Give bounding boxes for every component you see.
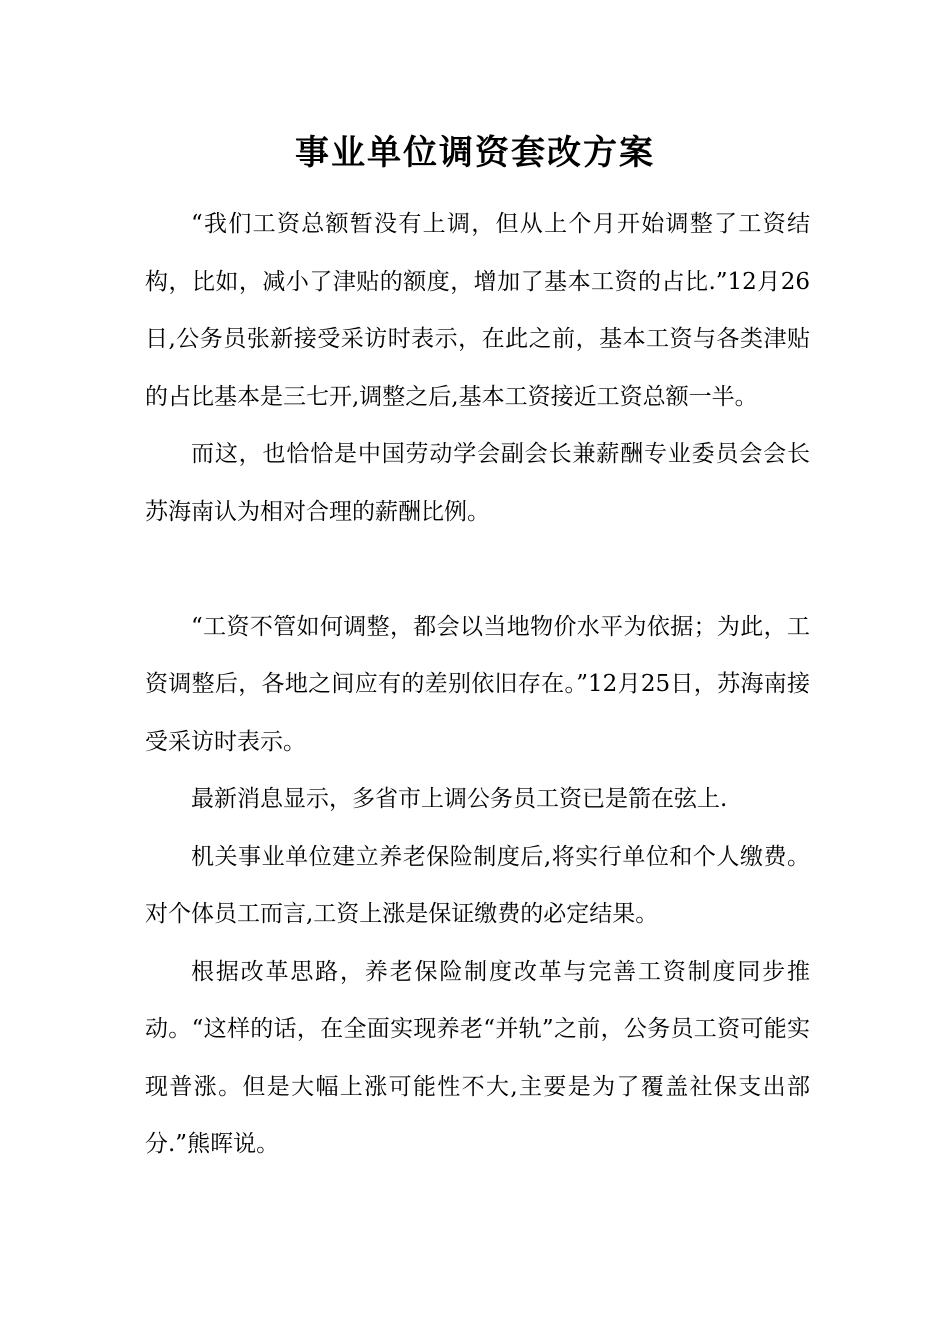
document-body — [145, 196, 810, 1174]
blank-line — [145, 541, 810, 599]
paragraph-6: 根据改革思路，养老保险制度改革与完善工资制度同步推动。“这样的话，在全面实现养老“并轨”之前，公务员工资可能实现普涨。但是大幅上涨可能性不大,主要是为了覆盖社保支出部分.”熊晖说。 — [145, 958, 810, 1157]
paragraph-4: 最新消息显示，多省市上调公务员工资已是箭在弦上. — [191, 786, 728, 812]
paragraph-3: “工资不管如何调整，都会以当地物价水平为依据；为此，工资调整后，各地之间应有的差别依旧存在。”12月25日，苏海南接受采访时表示。 — [145, 613, 810, 755]
document-title: 事业单位调资套改方案 — [295, 133, 655, 173]
paragraph-2: 而这，也恰恰是中国劳动学会副会长兼薪酬专业委员会会长苏海南认为相对合理的薪酬比例。 — [145, 441, 810, 525]
paragraph-5: 机关事业单位建立养老保险制度后,将实行单位和个人缴费。对个体员工而言,工资上涨是保证缴费的必定结果。 — [145, 843, 810, 927]
paragraph-1: “我们工资总额暂没有上调，但从上个月开始调整了工资结构，比如，减小了津贴的额度，增加了基本工资的占比.”12月26日,公务员张新接受采访时表示，在此之前，基本工资与各类津贴的占比基本是三七开,调整之后,基本工资接近工资总额一半。 — [145, 211, 810, 410]
